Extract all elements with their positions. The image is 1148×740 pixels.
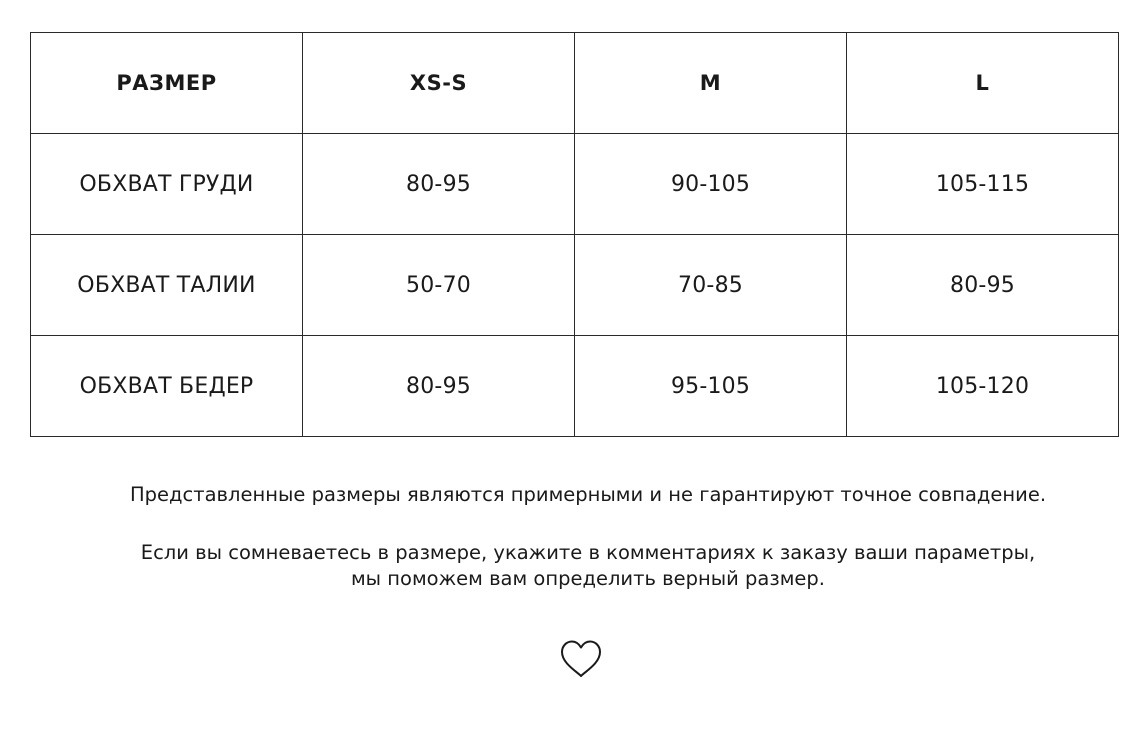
row-label: ОБХВАТ ТАЛИИ: [31, 235, 303, 336]
header-cell-l: L: [847, 33, 1119, 134]
advice-line-1: Если вы сомневаетесь в размере, укажите в комментариях к заказу ваши параметры,: [140, 541, 1036, 564]
size-chart-table: [30, 32, 1119, 437]
row-label: ОБХВАТ ГРУДИ: [31, 134, 303, 235]
header-cell-m: M: [575, 33, 847, 134]
table-cell: 95-105: [575, 336, 847, 437]
disclaimer-text: Представленные размеры являются примерными и не гарантируют точное совпадение.: [129, 483, 1047, 506]
advice-text: [0, 540, 1148, 592]
table-row: [31, 134, 1119, 235]
table-header-row: [31, 33, 1119, 134]
table-row: [31, 336, 1119, 437]
advice-line-2: мы поможем вам определить верный размер.: [350, 567, 826, 590]
row-label: ОБХВАТ БЕДЕР: [31, 336, 303, 437]
table-cell: 80-95: [847, 235, 1119, 336]
table-cell: 90-105: [575, 134, 847, 235]
table-cell: 105-115: [847, 134, 1119, 235]
header-cell-size: РАЗМЕР: [31, 33, 303, 134]
table-row: [31, 235, 1119, 336]
header-cell-xs-s: XS-S: [303, 33, 575, 134]
table-cell: 80-95: [303, 336, 575, 437]
table-cell: 70-85: [575, 235, 847, 336]
heart-icon[interactable]: [559, 638, 603, 680]
table-cell: 105-120: [847, 336, 1119, 437]
table-cell: 50-70: [303, 235, 575, 336]
table-cell: 80-95: [303, 134, 575, 235]
